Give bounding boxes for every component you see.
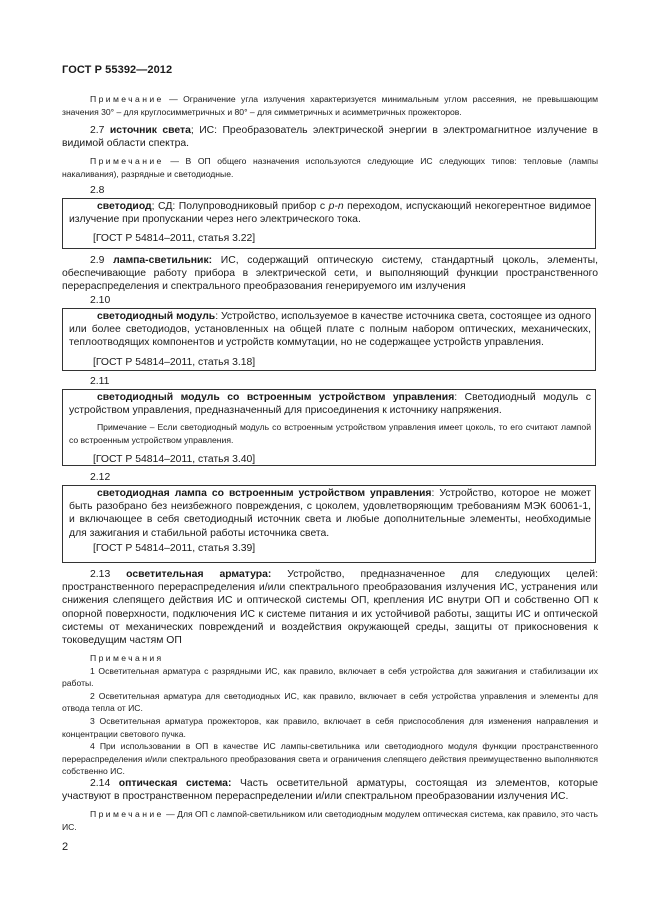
term: оптическая система: xyxy=(118,778,232,789)
source-reference: [ГОСТ Р 54814–2011, статья 3.22] xyxy=(93,233,256,245)
notes-label: Примечания xyxy=(90,653,164,663)
source-reference: [ГОСТ Р 54814–2011, статья 3.18] xyxy=(93,356,256,368)
page-number: 2 xyxy=(62,841,69,853)
clause-2-13: 2.13 осветительная арматура: Устройство, предназначенное для следующих целей: пространственного перераспределения и/или спектрального преобразования излучения ИС, устранения или снижения слепящего действия ИС и оптической системы ОП, крепления ИС внутри ОП и собственно ОП к опорной поверхности, подключения ИС к системе питания и их устойчивой работы, защиты ИС и оптической системы от механических повреждений и воздействия окружающей среды, защиты от прикосновения к токоведущим частям ОП xyxy=(62,569,598,647)
note-item: 3 Осветительная арматура прожекторов, как правило, включает в себя приспособления для изменения направления и концентрации светового пучка. xyxy=(62,715,598,739)
term: осветительная арматура: xyxy=(126,569,272,580)
note-optical-system: Примечание — Для ОП с лампой-светильником или светодиодным модулем оптическая система, как правило, это часть ИС. xyxy=(62,809,598,832)
note-label: Примечание xyxy=(90,809,164,819)
term: светодиод xyxy=(97,201,152,212)
note-label: Примечание xyxy=(90,156,164,166)
source-reference: [ГОСТ Р 54814–2011, статья 3.39] xyxy=(93,542,256,554)
clause-2-9: 2.9 лампа-светильник: ИС, содержащий оптическую систему, стандартный цоколь, элементы, обеспечивающие работу прибора в электрической сети, и выполняющий функции пространственного перераспределения и спектрального преобразования генерируемого им излучения xyxy=(62,255,598,293)
clause-2-10-box: светодиодный модуль: Устройство, используемое в качестве источника света, состоящее из одного или более светодиодов, установленных на общей плате с полным набором оптических, механических, теплоотводящих компонентов и устройств коммутации, но не содержащее устройств управления. [ГОСТ Р 54814–2011, статья 3.18] xyxy=(62,308,596,371)
term: светодиодный модуль со встроенным устройством управления xyxy=(97,392,455,403)
clause-number: 2.8 xyxy=(90,185,105,196)
clause-2-11-box: светодиодный модуль со встроенным устройством управления: Светодиодный модуль с устройством управления, предназначенный для присоединения к источнику напряжения. Примечание – Если светодиодный модуль со встроенным устройством управления имеет цоколь, то его считают лампой со встроенным устройством управления. [ГОСТ Р 54814–2011, статья 3.40] xyxy=(62,389,596,466)
clause-number: 2.10 xyxy=(90,295,111,306)
term: лампа-светильник: xyxy=(113,255,213,266)
note-item: 4 При использовании в ОП в качестве ИС лампы-светильника или светодиодного модуля функции пространственного перераспределения и/или спектрального преобразования света и ограничения слепящего действия преимущественно выполняются собственно ИС. xyxy=(62,741,598,777)
note-light-sources: Примечание — В ОП общего назначения используются следующие ИС следующих типов: тепловые (лампы накаливания), разрядные и светодиодные. xyxy=(62,156,598,179)
clause-number: 2.11 xyxy=(90,376,110,387)
source-reference: [ГОСТ Р 54814–2011, статья 3.40] xyxy=(93,453,256,465)
note-angle: Примечание — Ограничение угла излучения характеризуется минимальным углом рассеяния, не превышающим значения 30° – для круглосимметричных и 80° – для симметричных и асимметричных прожекторов. xyxy=(62,94,598,117)
clause-2-14: 2.14 оптическая система: Часть осветительной арматуры, состоящая из элементов, которые участвуют в пространственном перераспределении и/или спектральном преобразовании излучения ИС. xyxy=(62,778,598,803)
document-header: ГОСТ Р 55392—2012 xyxy=(62,64,173,76)
note-label: Примечание xyxy=(90,94,164,104)
notes-2-13 xyxy=(62,652,598,778)
clause-2-8-box: светодиод; СД: Полупроводниковый прибор с p-n переходом, испускающий некогерентное видимое излучение при пропускании через него электрического тока. [ГОСТ Р 54814–2011, статья 3.22] xyxy=(62,198,596,249)
term: источник света xyxy=(109,125,191,136)
term: светодиодный модуль xyxy=(97,311,216,322)
clause-2-12-box: светодиодная лампа со встроенным устройством управления: Устройство, которое не может быть разобрано без неизбежного повреждения, с цоколем, удовлетворяющим требованиям МЭК 60061-1, и включающее в себя светодиодный источник света и любые дополнительные элементы, необходимые для зажигания и стабильной работы источника света. [ГОСТ Р 54814–2011, статья 3.39] xyxy=(62,485,596,563)
note-item: 2 Осветительная арматура для светодиодных ИС, как правило, включает в себя устройства управления и элементы для отвода тепла от ИС. xyxy=(62,690,598,714)
clause-2-7: 2.7 источник света; ИС: Преобразователь электрической энергии в электромагнитное излучение в видимой области спектра. xyxy=(62,125,599,150)
note-item: 1 Осветительная арматура с разрядными ИС, как правило, включает в себя устройства для зажигания и стабилизации их работы. xyxy=(62,665,598,689)
clause-number: 2.12 xyxy=(90,472,111,483)
term: светодиодная лампа со встроенным устройством управления xyxy=(97,488,432,499)
box-note: Примечание – Если светодиодный модуль со встроенным устройством управления имеет цоколь, то его считают лампой со встроенным устройством управления. xyxy=(69,422,591,445)
